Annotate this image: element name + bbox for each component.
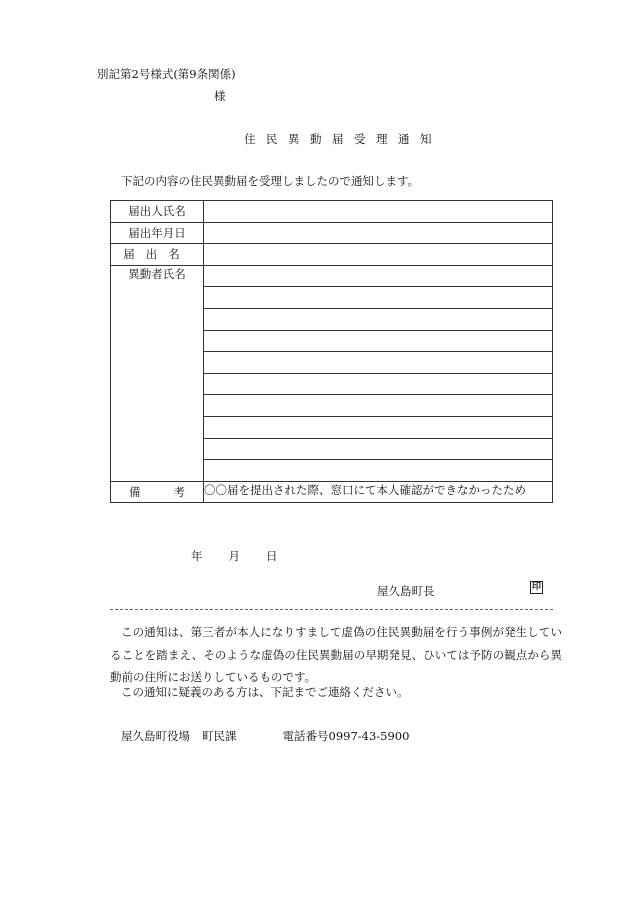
year-label: 年 [191, 549, 203, 563]
mover-name-cell [204, 395, 553, 417]
mover-name-cell [204, 265, 553, 287]
remarks-label-cell [111, 481, 204, 503]
applicant-name-label: 届出人氏名 [111, 201, 204, 223]
remarks-value: 〇〇届を提出された際、窓口にて本人確認ができなかったため [204, 481, 553, 503]
intro-text: 下記の内容の住民異動届を受理しましたので通知します。 [121, 174, 420, 188]
contact-line [121, 728, 409, 744]
notice-paragraph: この通知は、第三者が本人になりすまして虚偽の住民異動届を行う事例が発生していることを踏まえ、そのような虚偽の住民異動届の早期発見、ひいては予防の観点から異動前の住所にお送りしているものです。 [110, 625, 562, 684]
filing-date-value [204, 222, 553, 244]
seal-mark: 印 [531, 582, 541, 592]
mover-name-cell [204, 287, 553, 309]
remarks-label: 備考 [129, 485, 185, 500]
mover-name-cell [204, 460, 553, 482]
form-reference: 別記第2号様式(第9条関係) [97, 67, 236, 81]
table-row [111, 244, 553, 266]
phone-number: 電話番号0997-43-5900 [282, 729, 410, 743]
mover-name-cell [204, 416, 553, 438]
mover-name-cell [204, 308, 553, 330]
department-name: 町民課 [202, 729, 237, 743]
table-row [111, 265, 553, 287]
mover-name-cell [204, 438, 553, 460]
table-row [111, 481, 553, 503]
issuer-title: 屋久島町長 [377, 584, 435, 598]
month-label: 月 [228, 549, 240, 563]
addressee-honorific: 様 [214, 89, 226, 103]
applicant-name-value [204, 201, 553, 223]
dashed-divider [110, 609, 553, 610]
table-row [111, 222, 553, 244]
office-name: 屋久島町役場 [121, 729, 190, 743]
day-label: 日 [266, 549, 278, 563]
table-row [111, 201, 553, 223]
inquiry-paragraph: この通知に疑義のある方は、下記までご連絡ください。 [121, 685, 409, 699]
mover-name-cell [204, 352, 553, 374]
notification-table [110, 200, 553, 503]
mover-name-cell [204, 373, 553, 395]
mover-names-label: 異動者氏名 [111, 265, 204, 481]
form-name-label: 届出名 [111, 244, 204, 266]
date-line [191, 548, 278, 564]
mover-name-cell [204, 330, 553, 352]
form-name-value [204, 244, 553, 266]
document-title: 住民異動届受理通知 [244, 132, 442, 146]
filing-date-label: 届出年月日 [111, 222, 204, 244]
